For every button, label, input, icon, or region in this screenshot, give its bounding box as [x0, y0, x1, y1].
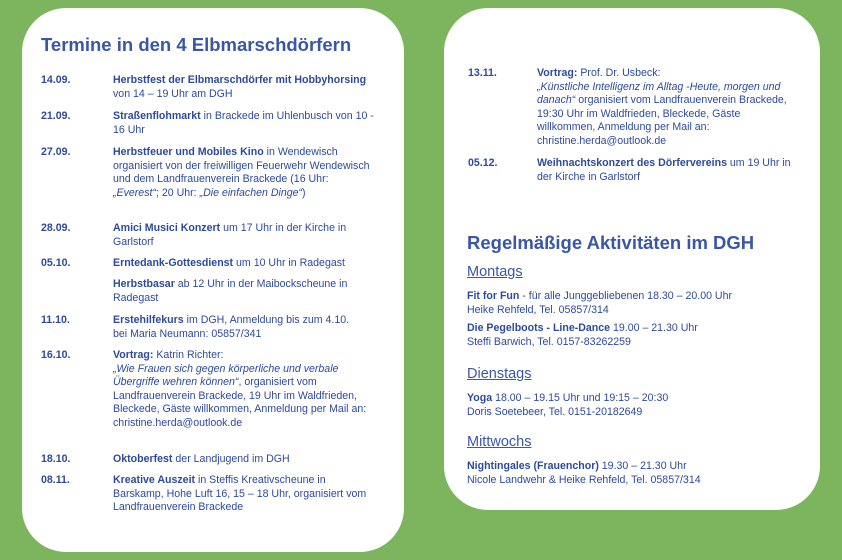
event-date: 21.09. — [41, 110, 71, 122]
regular-activities-heading: Regelmäßige Aktivitäten im DGH — [467, 232, 755, 253]
event-speaker: Katrin Richter: — [153, 349, 224, 361]
event-date: 28.09. — [41, 222, 71, 234]
film-title: „Everest“ — [113, 186, 156, 199]
event-text: , organisiert vom Landfrauenverein Brackede, 19 Uhr im Waldfrieden, Bleckede, Gäste willkommen, Anmeldung per Mail an: christine.herda@outlook.de — [113, 376, 367, 429]
event-text: in Wendewisch organisiert von der freiwilligen Feuerwehr Wendewisch und dem Landfrauenverein Brackede (16 Uhr: — [113, 146, 370, 186]
event-title: Vortrag: — [113, 349, 154, 361]
event-text: um 19 Uhr in der Kirche in Garlstorf — [537, 157, 791, 183]
events-heading: Termine in den 4 Elbmarschdörfern — [41, 34, 352, 55]
event-text: ab 12 Uhr in der Maibockscheune in Radegast — [113, 278, 348, 304]
activity-name: Yoga — [467, 392, 493, 404]
activity-contact: Steffi Barwich, Tel. 0157-83262259 — [467, 335, 631, 348]
event-date: 18.10. — [41, 453, 71, 465]
event-title: Vortrag: — [537, 67, 578, 79]
event-text: um 17 Uhr in der Kirche in Garlstorf — [113, 222, 347, 248]
activity-item — [467, 322, 698, 349]
event-text: um 10 Uhr in Radegast — [233, 257, 345, 269]
activity-detail: 19.30 – 21.30 Uhr — [598, 460, 687, 472]
event-text: von 14 – 19 Uhr am DGH — [113, 87, 233, 100]
event-text: ) — [302, 186, 306, 199]
talk-title: „Wie Frauen sich gegen körperliche und verbale Übergriffe wehren können“ — [113, 362, 339, 389]
talk-title: „Künstliche Intelligenz im Alltag -Heute, morgen und danach“ — [537, 80, 781, 107]
event-title: Kreative Auszeit — [113, 474, 196, 486]
event-title: Erntedank-Gottesdienst — [113, 257, 234, 269]
event-title: Amici Musici Konzert — [113, 222, 221, 234]
activity-contact: Heike Rehfeld, Tel. 05857/314 — [467, 303, 609, 316]
event-speaker: Prof. Dr. Usbeck: — [577, 67, 661, 79]
day-heading-dienstags: Dienstags — [467, 366, 532, 382]
event-date: 13.11. — [468, 67, 497, 79]
event-title: Herbstfeuer und Mobiles Kino — [113, 146, 264, 158]
event-text: in Steffis Kreativscheune in Barskamp, Hohe Luft 16, 15 – 18 Uhr, organisiert vom Landfrauenverein Brackede — [113, 474, 367, 514]
event-text: in Brackede im Uhlenbusch von 10 - 16 Uhr — [113, 110, 374, 136]
activity-contact: Doris Soetebeer, Tel. 0151-20182649 — [467, 405, 643, 418]
activity-name: Fit for Fun — [467, 290, 520, 302]
event-date: 11.10. — [41, 314, 70, 326]
event-title: Weihnachtskonzert des Dörfervereins — [537, 157, 727, 169]
event-text: der Landjugend im DGH — [172, 453, 290, 465]
activity-name: Nightingales (Frauenchor) — [467, 460, 599, 472]
event-text: ; 20 Uhr: — [155, 186, 200, 199]
event-title: Erstehilfekurs — [113, 314, 184, 326]
day-heading-mittwochs: Mittwochs — [467, 434, 532, 450]
activity-contact: Nicole Landwehr & Heike Rehfeld, Tel. 05857/314 — [467, 473, 701, 486]
event-text: im DGH, Anmeldung bis zum 4.10. bei Maria Neumann: 05857/341 — [113, 314, 350, 340]
event-title: Straßenflohmarkt — [113, 110, 201, 122]
event-text: organisiert vom Landfrauenverein Brackede, 19:30 Uhr im Waldfrieden, Bleckede, Gäste willkommen, Anmeldung per Mail an: christine.herda@outlook.de — [537, 94, 787, 147]
event-date: 05.10. — [41, 257, 71, 269]
activity-name: Die Pegelboots - Line-Dance — [467, 322, 611, 334]
activity-detail: 18.00 – 19.15 Uhr und 19:15 – 20:30 — [492, 392, 669, 404]
activity-item — [467, 290, 732, 317]
event-date: 08.11. — [41, 474, 70, 486]
event-date: 05.12. — [468, 157, 498, 169]
event-title: Herbstfest der Elbmarschdörfer mit Hobbyhorsing — [113, 74, 367, 86]
activity-detail: - für alle Junggebliebenen 18.30 – 20.00 Uhr — [519, 290, 732, 302]
event-title: Herbstbasar — [113, 278, 175, 290]
film-title: „Die einfachen Dinge“ — [199, 186, 303, 199]
event-date: 27.09. — [41, 146, 71, 158]
activity-item — [467, 392, 668, 419]
activity-detail: 19.00 – 21.30 Uhr — [610, 322, 698, 334]
event-date: 16.10. — [41, 349, 71, 361]
activity-item — [467, 460, 701, 487]
event-title: Oktoberfest — [113, 453, 173, 465]
day-heading-montags: Montags — [467, 264, 523, 280]
event-date: 14.09. — [41, 74, 71, 86]
